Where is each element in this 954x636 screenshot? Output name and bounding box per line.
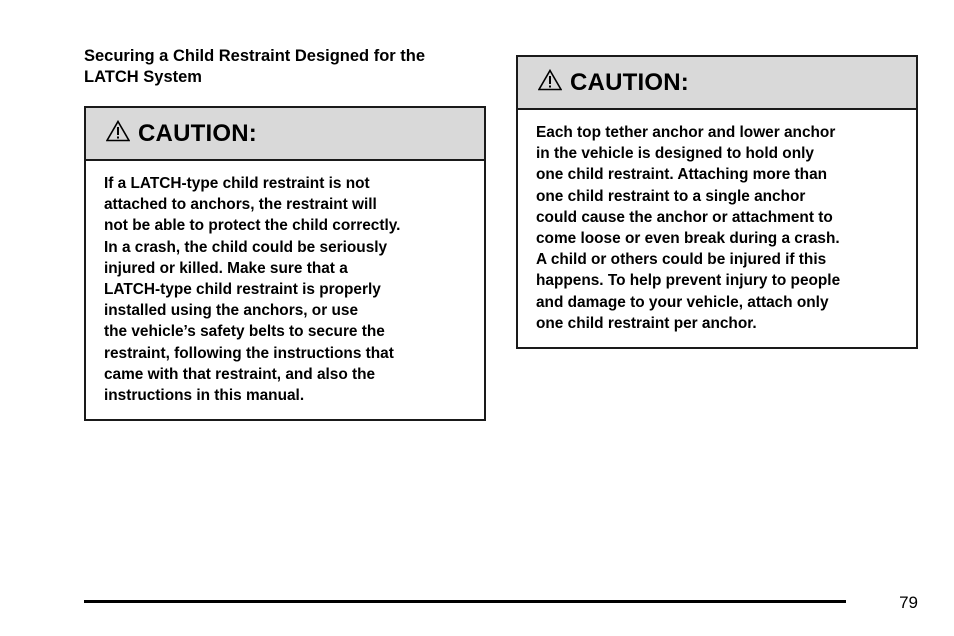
- caution-title: CAUTION:: [570, 68, 689, 96]
- caution-line: one child restraint. Attaching more than: [536, 166, 828, 184]
- caution-line: and damage to your vehicle, attach only: [536, 293, 829, 311]
- caution-line: come loose or even break during a crash.: [536, 230, 840, 248]
- footer-rule: [84, 600, 846, 603]
- caution-title: CAUTION:: [138, 119, 257, 147]
- caution-line: injured or killed. Make sure that a: [104, 259, 348, 277]
- caution-line: restraint, following the instructions that: [104, 344, 394, 362]
- section-heading: Securing a Child Restraint Designed for the LATCH System: [84, 47, 426, 86]
- caution-header: [518, 57, 916, 110]
- warning-triangle-icon: [106, 120, 130, 142]
- caution-line: came with that restraint, and also the: [104, 365, 376, 383]
- caution-line: the vehicle’s safety belts to secure the: [104, 323, 385, 341]
- caution-line: If a LATCH-type child restraint is not: [104, 175, 370, 192]
- warning-triangle-icon: [538, 69, 562, 91]
- caution-line: in the vehicle is designed to hold only: [536, 145, 814, 163]
- page-number: 79: [899, 593, 918, 612]
- caution-line: could cause the anchor or attachment to: [536, 208, 833, 226]
- caution-line: In a crash, the child could be seriously: [104, 238, 388, 256]
- caution-line: Each top tether anchor and lower anchor: [536, 124, 836, 141]
- caution-line: instructions in this manual.: [104, 387, 305, 405]
- caution-line: not be able to protect the child correctly.: [104, 217, 401, 235]
- caution-box-latch-attachment: [84, 106, 486, 421]
- caution-line: attached to anchors, the restraint will: [104, 196, 377, 214]
- caution-box-anchor-limit: [516, 55, 918, 349]
- caution-header: [86, 108, 484, 161]
- caution-line: LATCH-type child restraint is properly: [104, 281, 381, 299]
- caution-text: [518, 110, 916, 334]
- caution-line: A child or others could be injured if this: [536, 251, 827, 269]
- caution-line: installed using the anchors, or use: [104, 302, 358, 320]
- caution-line: happens. To help prevent injury to people: [536, 272, 841, 290]
- caution-text: [86, 161, 484, 406]
- caution-line: one child restraint to a single anchor: [536, 187, 806, 205]
- caution-line: one child restraint per anchor.: [536, 314, 757, 332]
